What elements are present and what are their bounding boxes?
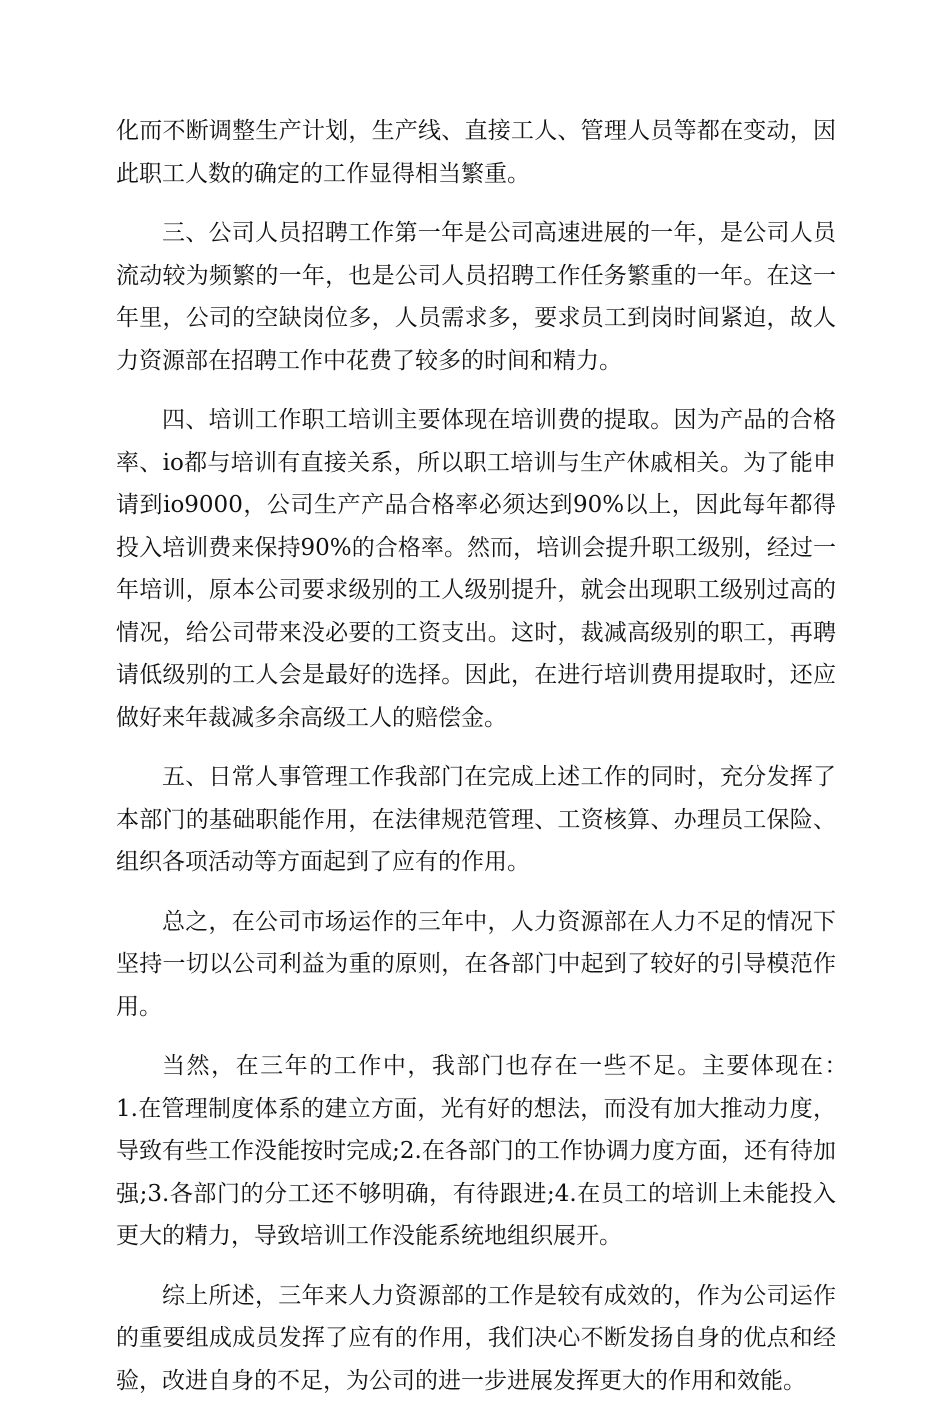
paragraph-shortcomings: 当然，在三年的工作中，我部门也存在一些不足。主要体现在： 1.在管理制度体系的建立方面，光有好的想法，而没有加大推动力度，导致有些工作没能按时完成;2.在各部门的工作协调力度方面，还有待加强;3.各部门的分工还不够明确，有待跟进;4.在员工的培训上未能投入更大的精力，导致培训工作没能系统地组织展开。: [116, 1053, 859, 1249]
paragraph-summary: 总之，在公司市场运作的三年中，人力资源部在人力不足的情况下坚持一切以公司利益为重的原则，在各部门中起到了较好的引导模范作用。: [116, 908, 836, 1020]
paragraph-continuation: 化而不断调整生产计划，生产线、直接工人、管理人员等都在变动，因此职工人数的确定的工作显得相当繁重。: [116, 118, 836, 187]
document-body: [116, 110, 859, 1419]
paragraph-conclusion: 综上所述，三年来人力资源部的工作是较有成效的，作为公司运作的重要组成成员发挥了应有的作用，我们决心不断发扬自身的优点和经验，改进自身的不足，为公司的进一步进展发挥更大的作用和效能。: [116, 1282, 836, 1394]
paragraph-recruitment: 三、公司人员招聘工作第一年是公司高速进展的一年，是公司人员流动较为频繁的一年，也是公司人员招聘工作任务繁重的一年。在这一年里，公司的空缺岗位多，人员需求多，要求员工到岗时间紧迫，故人力资源部在招聘工作中花费了较多的时间和精力。: [116, 220, 836, 374]
paragraph-training: 四、培训工作职工培训主要体现在培训费的提取。因为产品的合格率、io都与培训有直接关系，所以职工培训与生产休戚相关。为了能申请到io9000，公司生产产品合格率必须达到90%以上，因此每年都得投入培训费来保持90%的合格率。然而，培训会提升职工级别，经过一年培训，原本公司要求级别的工人级别提升，就会出现职工级别过高的情况，给公司带来没必要的工资支出。这时，裁减高级别的职工，再聘请低级别的工人会是最好的选择。因此，在进行培训费用提取时，还应做好来年裁减多余高级工人的赔偿金。: [116, 407, 836, 731]
paragraph-daily-management: 五、日常人事管理工作我部门在完成上述工作的同时，充分发挥了本部门的基础职能作用，在法律规范管理、工资核算、办理员工保险、组织各项活动等方面起到了应有的作用。: [116, 764, 836, 875]
